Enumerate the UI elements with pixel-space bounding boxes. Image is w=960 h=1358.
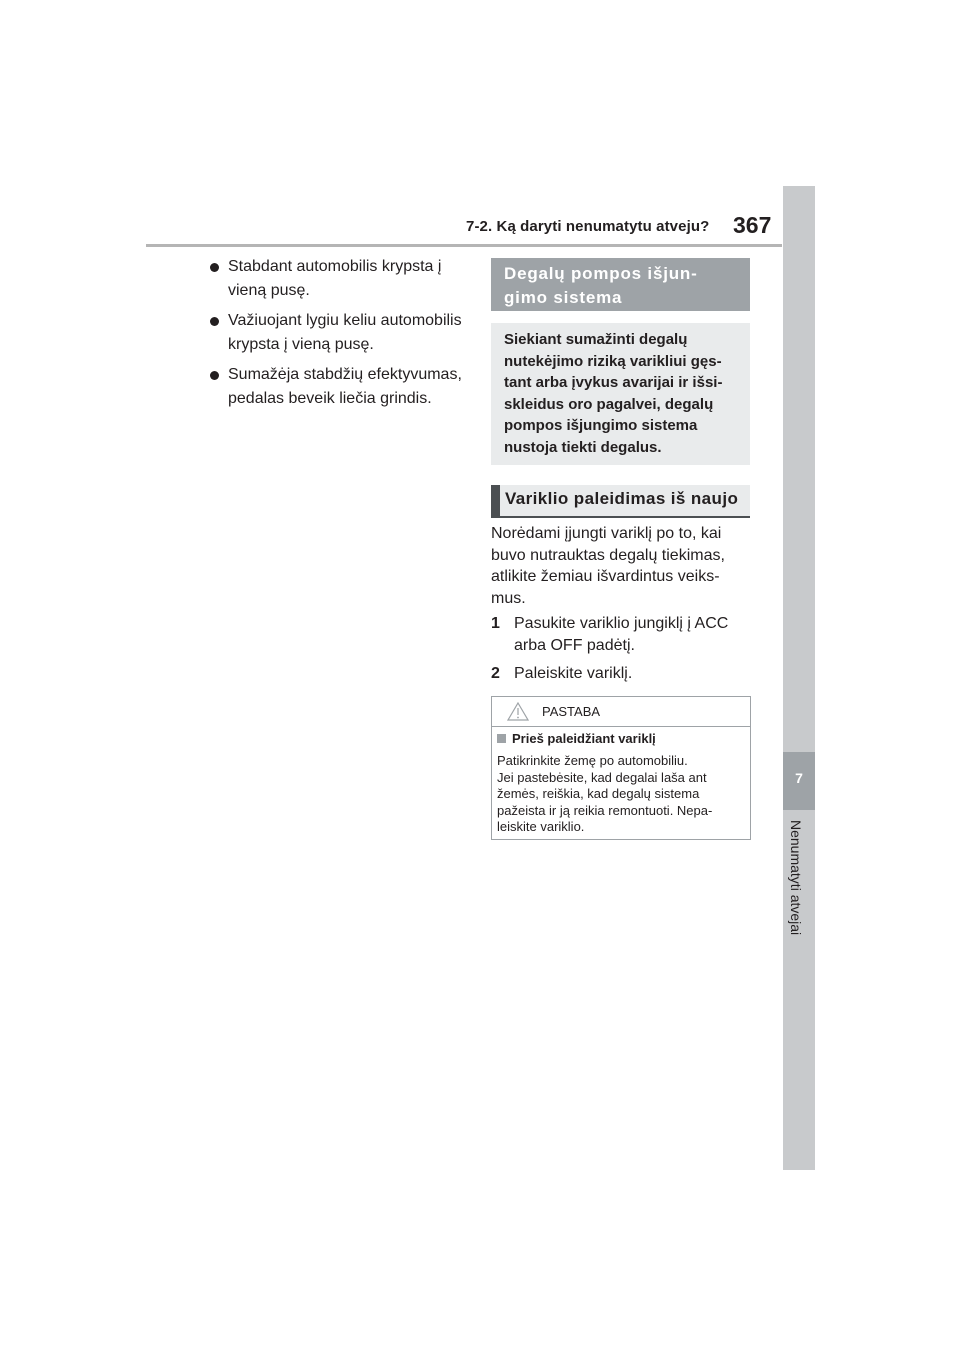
notice-line: Patikrinkite žemę po automobiliu. — [497, 753, 688, 768]
info-text: Siekiant sumažinti degalų nutekėjimo riziką varikliui gęs-tant arba įvykus avarijai ir išsi-skleidus oro pagalvei, degalų pompos išjungimo sistema nustoja tiekti degalus. — [504, 331, 723, 456]
notice-box — [491, 696, 751, 840]
heading-accent-bar — [491, 485, 500, 518]
notice-body — [497, 753, 745, 836]
notice-header — [492, 697, 750, 727]
step-number: 1 — [491, 615, 500, 632]
subsection-title: Variklio paleidimas iš naujo — [505, 489, 739, 508]
subsection-heading — [491, 485, 750, 518]
chapter-side-tab — [783, 186, 815, 1170]
bullet-dot-icon — [210, 263, 219, 272]
warning-triangle-icon — [507, 702, 529, 721]
list-item — [210, 363, 468, 411]
page-number: 367 — [733, 212, 772, 238]
chapter-number: 7 — [795, 770, 803, 786]
section-heading — [491, 258, 750, 311]
list-item-text: Važiuojant lygiu keliu automobilis krypsta į vieną pusę. — [228, 312, 462, 353]
section-title: Degalų pompos išjun-gimo sistema — [504, 264, 698, 307]
body-paragraph: Norėdami įjungti variklį po to, kai buvo nutrauktas degalų tiekimas, atlikite žemiau išvardintus veiks-mus. — [491, 525, 725, 607]
symptom-list — [210, 255, 468, 417]
step-item — [491, 613, 753, 657]
notice-line: leiskite variklio. — [497, 819, 585, 834]
info-box — [491, 323, 750, 465]
bullet-dot-icon — [210, 317, 219, 326]
square-bullet-icon — [497, 734, 506, 743]
step-text: Paleiskite variklį. — [514, 665, 633, 682]
list-item — [210, 255, 468, 303]
step-text: Pasukite variklio jungiklį į ACC arba OFF padėtį. — [514, 615, 729, 654]
list-item-text: Sumažėja stabdžių efektyvumas, pedalas beveik liečia grindis. — [228, 366, 462, 407]
notice-title — [497, 731, 656, 746]
step-item — [491, 663, 753, 685]
notice-line: žemės, reiškia, kad degalų sistema — [497, 786, 700, 801]
notice-title-text: Prieš paleidžiant variklį — [512, 731, 656, 746]
list-item-text: Stabdant automobilis krypsta į vieną pusę. — [228, 258, 442, 299]
notice-line: pažeista ir ją reikia remontuoti. Nepa- — [497, 802, 713, 818]
bullet-dot-icon — [210, 371, 219, 380]
chapter-label: Nenumatyti atvejai — [788, 820, 804, 936]
list-item — [210, 309, 468, 357]
notice-label: PASTABA — [542, 704, 601, 719]
notice-line: Jei pastebėsite, kad degalai laša ant — [497, 769, 707, 785]
step-number: 2 — [491, 665, 500, 682]
header-divider — [146, 244, 782, 247]
running-header: 7-2. Ką daryti nenumatytu atveju? — [466, 218, 710, 235]
